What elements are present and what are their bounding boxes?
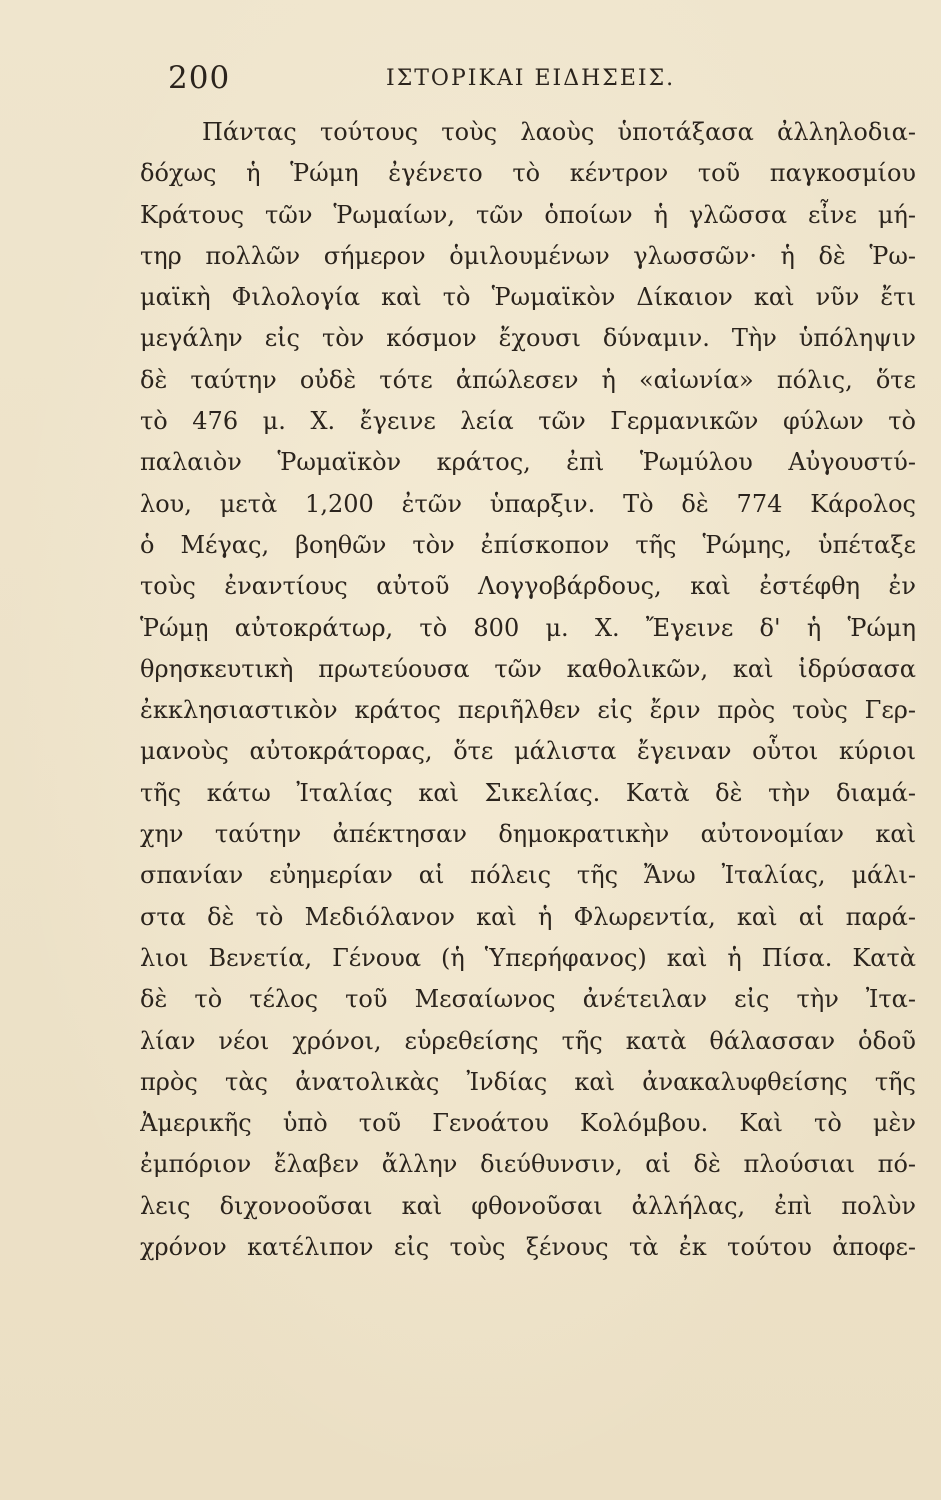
body-text bbox=[140, 112, 916, 1268]
text-line: ὁ Μέγας, βοηθῶν τὸν ἐπίσκοπον τῆς Ῥώμης, ὑπέταξε bbox=[140, 530, 916, 559]
text-line: μαϊκὴ Φιλολογία καὶ τὸ Ῥωμαϊκὸν Δίκαιον καὶ νῦν ἔτι bbox=[140, 283, 916, 312]
text-line: μανοὺς αὐτοκράτορας, ὅτε μάλιστα ἔγειναν οὗτοι κύριοι bbox=[140, 737, 916, 766]
text-line: δόχως ἡ Ῥώμη ἐγένετο τὸ κέντρον τοῦ παγκοσμίου bbox=[140, 159, 916, 188]
text-line: λεις διχονοοῦσαι καὶ φθονοῦσαι ἀλλήλας, ἐπὶ πολὺν bbox=[140, 1191, 916, 1220]
text-line: θρησκευτικὴ πρωτεύουσα τῶν καθολικῶν, καὶ ἱδρύσασα bbox=[140, 654, 916, 683]
text-line: στα δὲ τὸ Μεδιόλανον καὶ ἡ Φλωρεντία, καὶ αἱ παρά- bbox=[140, 902, 916, 931]
page-header bbox=[168, 60, 896, 108]
text-line: δὲ τὸ τέλος τοῦ Μεσαίωνος ἀνέτειλαν εἰς τὴν Ἰτα- bbox=[140, 985, 916, 1014]
text-line: τοὺς ἐναντίους αὐτοῦ Λογγοβάρδους, καὶ ἐστέφθη ἐν bbox=[140, 572, 916, 601]
text-line: παλαιὸν Ῥωμαϊκὸν κράτος, ἐπὶ Ῥωμύλου Αὐγουστύ- bbox=[140, 448, 916, 477]
text-line: τὸ 476 μ. Χ. ἔγεινε λεία τῶν Γερμανικῶν φύλων τὸ bbox=[140, 407, 916, 436]
text-line: δὲ ταύτην οὐδὲ τότε ἀπώλεσεν ἡ «αἰωνία» πόλις, ὅτε bbox=[140, 365, 916, 394]
text-line: Πάντας τούτους τοὺς λαοὺς ὑποτάξασα ἀλληλοδια- bbox=[202, 118, 916, 146]
text-line: τῆς κάτω Ἰταλίας καὶ Σικελίας. Κατὰ δὲ τὴν διαμά- bbox=[140, 778, 916, 807]
text-line: ἐμπόριον ἔλαβεν ἄλλην διεύθυνσιν, αἱ δὲ πλούσιαι πό- bbox=[140, 1150, 916, 1179]
text-line: σπανίαν εὐημερίαν αἱ πόλεις τῆς Ἄνω Ἰταλίας, μάλι- bbox=[140, 861, 916, 890]
text-line: Ἀμερικῆς ὑπὸ τοῦ Γενοάτου Κολόμβου. Καὶ τὸ μὲν bbox=[140, 1109, 916, 1138]
text-line: τηρ πολλῶν σήμερον ὁμιλουμένων γλωσσῶν· ἡ δὲ Ῥω- bbox=[140, 241, 916, 270]
text-line: μεγάλην εἰς τὸν κόσμον ἔχουσι δύναμιν. Τὴν ὑπόληψιν bbox=[140, 324, 916, 353]
text-line: χρόνον κατέλιπον εἰς τοὺς ξένους τὰ ἐκ τούτου ἀποφε- bbox=[140, 1233, 916, 1262]
running-head: ΙΣΤΟΡΙΚΑΙ ΕΙΔΗΣΕΙΣ. bbox=[386, 66, 676, 91]
text-line: λου, μετὰ 1,200 ἐτῶν ὑπαρξιν. Τὸ δὲ 774 Κάρολος bbox=[140, 489, 916, 518]
text-line: Ῥώμῃ αὐτοκράτωρ, τὸ 800 μ. Χ. Ἔγεινε δ' ἡ Ῥώμη bbox=[140, 613, 916, 642]
text-line: Κράτους τῶν Ῥωμαίων, τῶν ὁποίων ἡ γλῶσσα εἶνε μή- bbox=[140, 200, 916, 229]
text-line: λίαν νέοι χρόνοι, εὑρεθείσης τῆς κατὰ θάλασσαν ὁδοῦ bbox=[140, 1026, 916, 1055]
text-line: πρὸς τὰς ἀνατολικὰς Ἰνδίας καὶ ἀνακαλυφθείσης τῆς bbox=[140, 1067, 916, 1096]
text-line: χην ταύτην ἀπέκτησαν δημοκρατικὴν αὐτονομίαν καὶ bbox=[140, 820, 916, 849]
text-line: ἐκκλησιαστικὸν κράτος περιῆλθεν εἰς ἔριν πρὸς τοὺς Γερ- bbox=[140, 696, 916, 725]
page-number: 200 bbox=[168, 60, 231, 96]
text-line: λιοι Βενετία, Γένουα (ἡ Ὑπερήφανος) καὶ ἡ Πίσα. Κατὰ bbox=[140, 943, 916, 972]
